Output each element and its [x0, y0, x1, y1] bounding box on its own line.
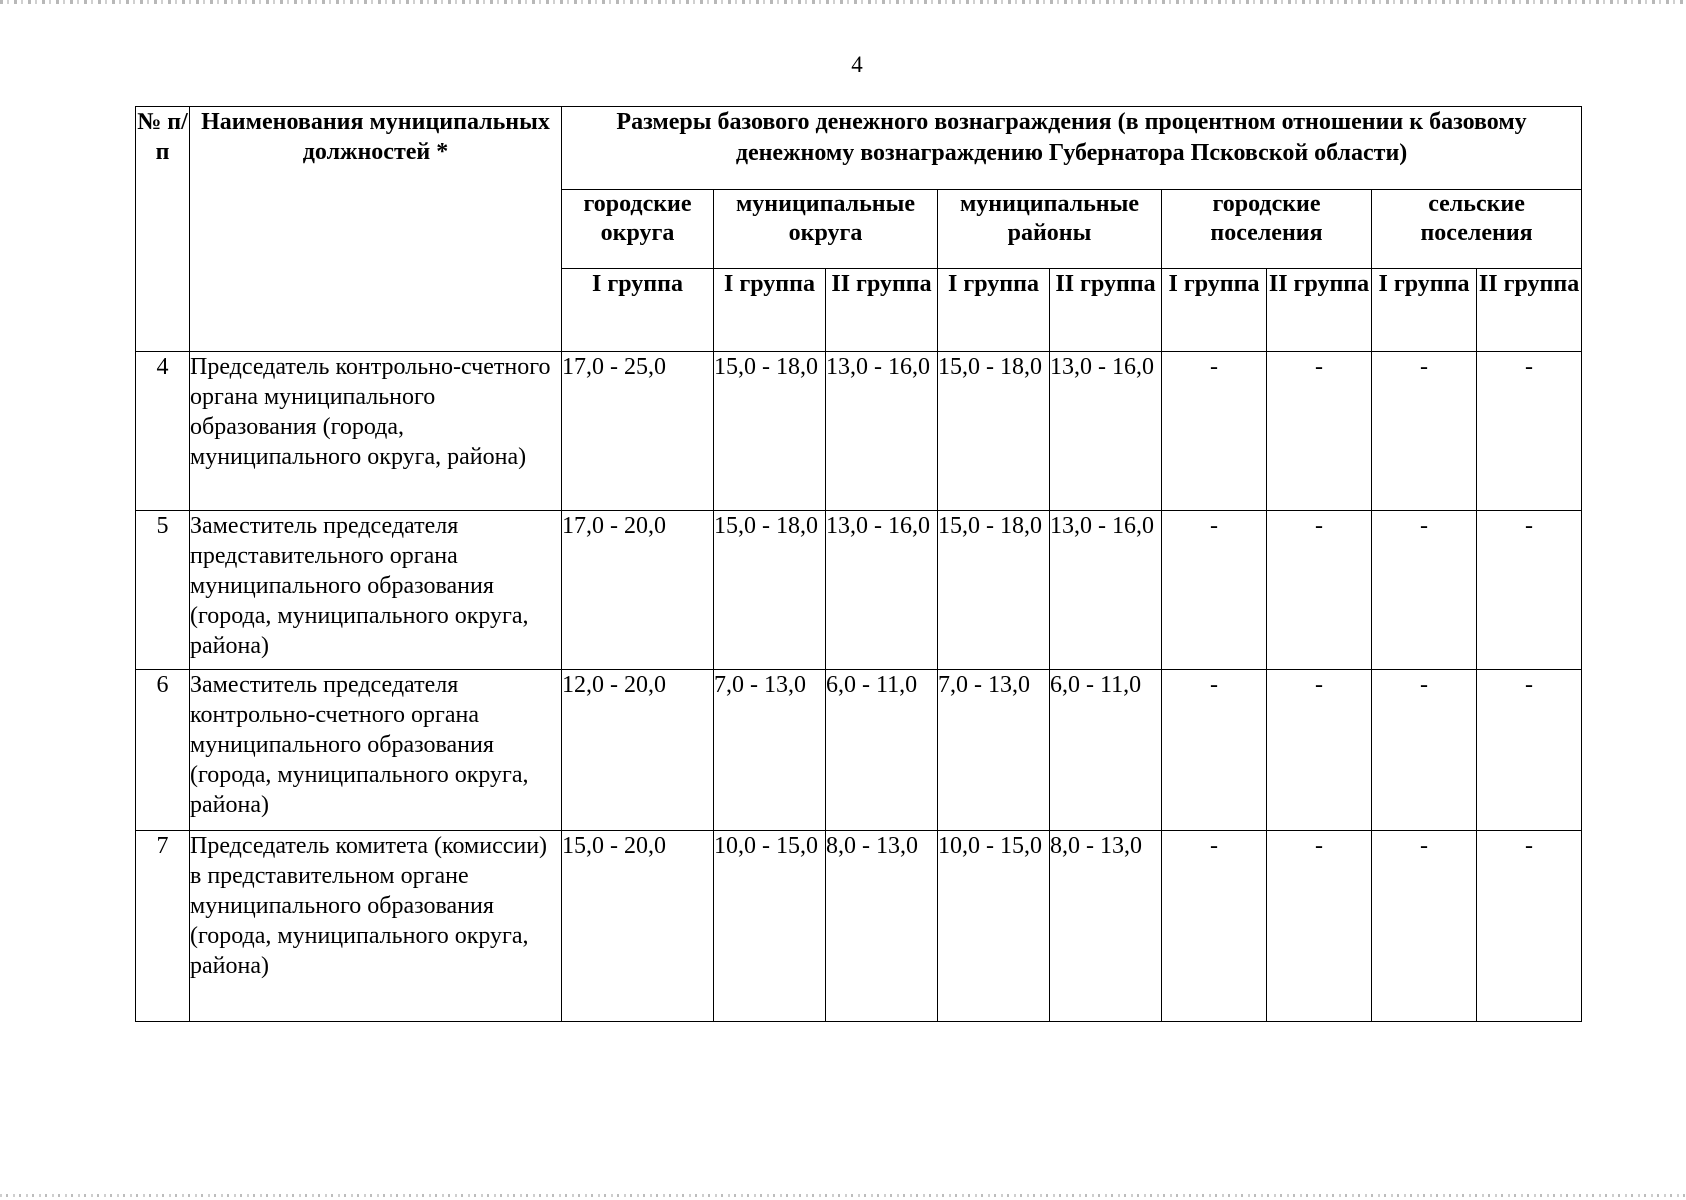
city-districts-value: 17,0 - 25,0 — [562, 352, 714, 511]
mr-group-1-value: 15,0 - 18,0 — [938, 352, 1050, 511]
city-districts-value: 17,0 - 20,0 — [562, 511, 714, 670]
header-sp-group-1: I группа — [1372, 269, 1477, 352]
salary-table — [135, 106, 1582, 1022]
gp-group-1-value: - — [1162, 352, 1267, 511]
mo-group-1-value: 15,0 - 18,0 — [714, 352, 826, 511]
position-name: Председатель комитета (комиссии) в представительном органе муниципального образования (города, муниципального округа, района) — [190, 831, 562, 1022]
gp-group-2-value: - — [1267, 670, 1372, 831]
position-name: Заместитель председателя контрольно-счетного органа муниципального образования (города, муниципального округа, района) — [190, 670, 562, 831]
sp-group-1-value: - — [1372, 670, 1477, 831]
table-row — [136, 831, 1582, 1022]
gp-group-1-value: - — [1162, 670, 1267, 831]
gp-group-1-value: - — [1162, 511, 1267, 670]
sp-group-1-value: - — [1372, 352, 1477, 511]
row-number: 7 — [136, 831, 190, 1022]
mo-group-2-value: 13,0 - 16,0 — [826, 511, 938, 670]
header-sp-group-2: II группа — [1477, 269, 1582, 352]
mr-group-2-value: 13,0 - 16,0 — [1050, 352, 1162, 511]
sp-group-2-value: - — [1477, 831, 1582, 1022]
mr-group-1-value: 7,0 - 13,0 — [938, 670, 1050, 831]
mr-group-2-value: 13,0 - 16,0 — [1050, 511, 1162, 670]
header-position-name: Наименования муниципальных должностей * — [190, 107, 562, 352]
sp-group-1-value: - — [1372, 511, 1477, 670]
row-number: 5 — [136, 511, 190, 670]
gp-group-2-value: - — [1267, 511, 1372, 670]
mo-group-2-value: 8,0 - 13,0 — [826, 831, 938, 1022]
scan-edge-top — [0, 0, 1686, 4]
gp-group-1-value: - — [1162, 831, 1267, 1022]
table-row — [136, 670, 1582, 831]
mo-group-1-value: 7,0 - 13,0 — [714, 670, 826, 831]
city-districts-value: 12,0 - 20,0 — [562, 670, 714, 831]
position-name: Заместитель председателя представительного органа муниципального образования (города, муниципального округа, района) — [190, 511, 562, 670]
header-rural-settlements: сельские поселения — [1372, 190, 1582, 269]
scan-edge-bottom — [0, 1194, 1686, 1197]
gp-group-2-value: - — [1267, 352, 1372, 511]
header-mr-group-2: II группа — [1050, 269, 1162, 352]
city-districts-value: 15,0 - 20,0 — [562, 831, 714, 1022]
table-row — [136, 511, 1582, 670]
sp-group-2-value: - — [1477, 352, 1582, 511]
header-municipal-okruga: муниципальные округа — [714, 190, 938, 269]
page-number: 4 — [851, 52, 863, 77]
row-number: 6 — [136, 670, 190, 831]
header-mr-group-1: I группа — [938, 269, 1050, 352]
mo-group-2-value: 13,0 - 16,0 — [826, 352, 938, 511]
header-num: № п/п — [136, 107, 190, 352]
position-name: Председатель контрольно-счетного органа муниципального образования (города, муниципального округа, района) — [190, 352, 562, 511]
sp-group-1-value: - — [1372, 831, 1477, 1022]
header-mo-group-2: II группа — [826, 269, 938, 352]
header-city-districts: городские округа — [562, 190, 714, 269]
header-gp-group-1: I группа — [1162, 269, 1267, 352]
sp-group-2-value: - — [1477, 511, 1582, 670]
header-salary-sizes: Размеры базового денежного вознаграждения (в процентном отношении к базовому денежному вознаграждению Губернатора Псковской области) — [562, 107, 1582, 190]
mo-group-2-value: 6,0 - 11,0 — [826, 670, 938, 831]
mr-group-2-value: 6,0 - 11,0 — [1050, 670, 1162, 831]
mr-group-1-value: 15,0 - 18,0 — [938, 511, 1050, 670]
header-mo-group-1: I группа — [714, 269, 826, 352]
header-urban-settlements: городские поселения — [1162, 190, 1372, 269]
sp-group-2-value: - — [1477, 670, 1582, 831]
mr-group-1-value: 10,0 - 15,0 — [938, 831, 1050, 1022]
gp-group-2-value: - — [1267, 831, 1372, 1022]
row-number: 4 — [136, 352, 190, 511]
mo-group-1-value: 15,0 - 18,0 — [714, 511, 826, 670]
header-municipal-rayony: муниципальные районы — [938, 190, 1162, 269]
header-gp-group-2: II группа — [1267, 269, 1372, 352]
table-row — [136, 352, 1582, 511]
mo-group-1-value: 10,0 - 15,0 — [714, 831, 826, 1022]
header-city-group-1: I группа — [562, 269, 714, 352]
mr-group-2-value: 8,0 - 13,0 — [1050, 831, 1162, 1022]
